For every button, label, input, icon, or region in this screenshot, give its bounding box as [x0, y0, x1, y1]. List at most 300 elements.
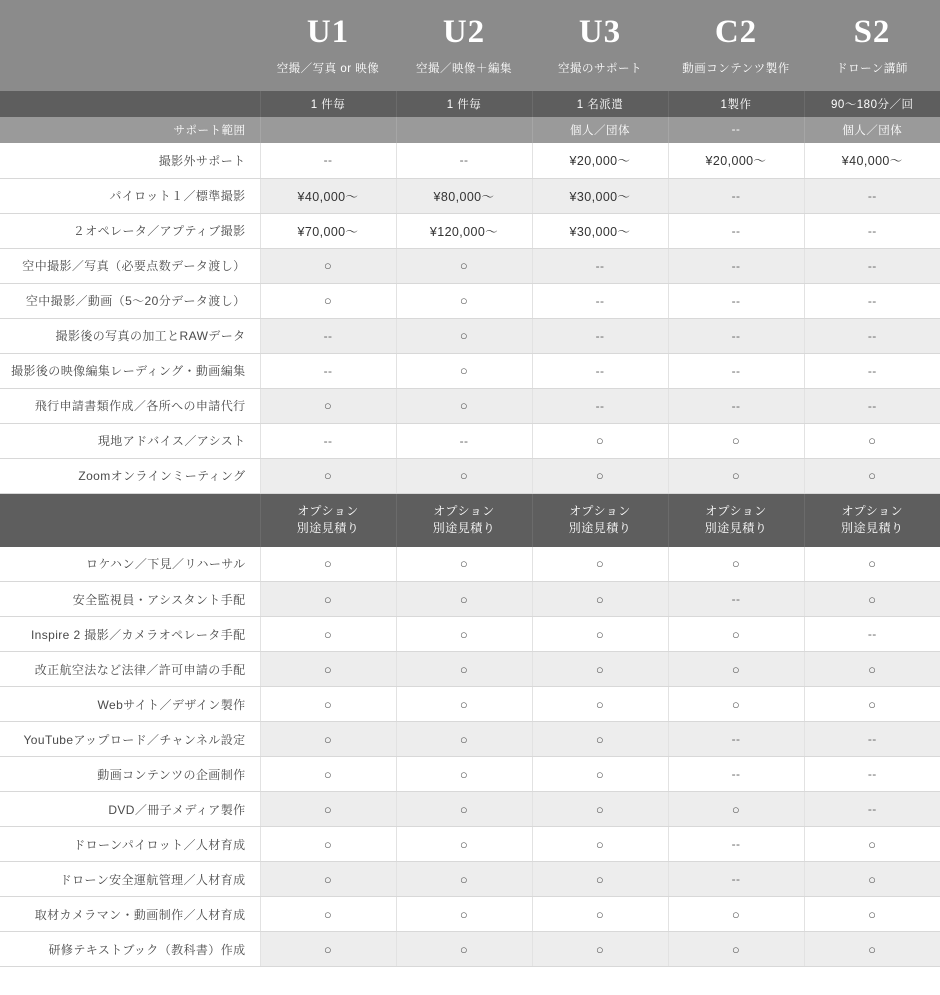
circle-icon: ○ — [868, 556, 877, 572]
row-label: 空中撮影／動画（5〜20分データ渡し） — [0, 283, 260, 318]
table-row — [0, 547, 940, 582]
cell-value — [260, 827, 396, 862]
circle-icon: ○ — [459, 696, 469, 712]
circle-icon: ○ — [868, 661, 877, 677]
row-label: 動画コンテンツの企画制作 — [0, 757, 260, 792]
cell-value — [260, 687, 396, 722]
cell-value — [668, 722, 804, 757]
table-row — [0, 862, 940, 897]
circle-icon: ○ — [595, 766, 605, 782]
table-row — [0, 827, 940, 862]
dash-mark: -- — [867, 802, 877, 817]
circle-icon: ○ — [459, 591, 469, 607]
plan-code-s2: S2 — [853, 14, 891, 50]
dash-mark: -- — [731, 837, 741, 852]
circle-icon: ○ — [323, 258, 333, 274]
cell-value — [532, 932, 668, 967]
cell-value: ¥30,000〜 — [532, 213, 668, 248]
cell-value — [668, 248, 804, 283]
row-label: ドローンパイロット／人材育成 — [0, 827, 260, 862]
cell-value — [260, 423, 396, 458]
plan-header-row — [0, 0, 940, 91]
dash-mark: -- — [867, 732, 877, 747]
cell-value — [668, 617, 804, 652]
row-label: Webサイト／デザイン製作 — [0, 687, 260, 722]
dash-mark: -- — [323, 363, 333, 378]
dash-mark: -- — [731, 363, 741, 378]
circle-icon: ○ — [868, 433, 877, 449]
cell-value — [668, 582, 804, 617]
cell-value: ¥30,000〜 — [532, 178, 668, 213]
circle-icon: ○ — [459, 626, 469, 642]
circle-icon: ○ — [323, 468, 333, 484]
table-row — [0, 687, 940, 722]
table-body-option-header — [0, 493, 940, 546]
cell-value — [804, 792, 940, 827]
cell-value — [532, 827, 668, 862]
circle-icon: ○ — [459, 766, 469, 782]
row-label: 撮影後の写真の加工とRAWデータ — [0, 318, 260, 353]
dash-mark: -- — [731, 293, 741, 308]
cell-value — [668, 423, 804, 458]
cell-value — [532, 547, 668, 582]
circle-icon: ○ — [459, 468, 469, 484]
table-row — [0, 617, 940, 652]
plan-unit-row — [0, 91, 940, 117]
cell-value: ¥40,000〜 — [804, 143, 940, 178]
circle-icon: ○ — [323, 871, 333, 887]
cell-value — [532, 897, 668, 932]
dash-mark: -- — [595, 363, 605, 378]
circle-icon: ○ — [868, 591, 877, 607]
cell-value — [260, 388, 396, 423]
plan-desc-u3: 空撮のサポート — [558, 63, 642, 76]
circle-icon: ○ — [868, 941, 877, 957]
circle-icon: ○ — [323, 801, 333, 817]
circle-icon: ○ — [595, 731, 605, 747]
option-band-u2-line1: オプション — [433, 503, 495, 518]
table-row — [0, 757, 940, 792]
cell-value — [804, 932, 940, 967]
circle-icon: ○ — [323, 941, 333, 957]
circle-icon: ○ — [459, 836, 469, 852]
table-row — [0, 423, 940, 458]
cell-value — [804, 617, 940, 652]
table-row — [0, 582, 940, 617]
cell-value: ¥20,000〜 — [668, 143, 804, 178]
plan-desc-c2: 動画コンテンツ製作 — [682, 63, 790, 76]
option-band-s2-line1: オプション — [841, 503, 903, 518]
scope-u3: 個人／団体 — [532, 117, 668, 143]
plan-desc-s2: ドローン講師 — [836, 63, 908, 76]
cell-value — [396, 722, 532, 757]
cell-value — [396, 353, 532, 388]
row-label: 現地アドバイス／アシスト — [0, 423, 260, 458]
cell-value — [260, 318, 396, 353]
circle-icon: ○ — [595, 661, 605, 677]
circle-icon: ○ — [459, 871, 469, 887]
circle-icon: ○ — [459, 661, 469, 677]
cell-value — [396, 932, 532, 967]
cell-value — [532, 283, 668, 318]
option-band-u3-line1: オプション — [569, 503, 631, 518]
dash-mark: -- — [731, 592, 741, 607]
cell-value — [260, 932, 396, 967]
cell-value — [260, 143, 396, 178]
cell-value — [668, 862, 804, 897]
cell-value — [396, 582, 532, 617]
table-row — [0, 353, 940, 388]
cell-value — [396, 827, 532, 862]
cell-value — [804, 757, 940, 792]
circle-icon: ○ — [595, 433, 605, 449]
option-band-u1-line2: 別途見積り — [296, 521, 360, 536]
dash-mark: -- — [731, 328, 741, 343]
dash-mark: -- — [731, 872, 741, 887]
support-scope-label: サポート範囲 — [0, 117, 260, 143]
cell-value: ¥40,000〜 — [260, 178, 396, 213]
dash-mark: -- — [731, 767, 741, 782]
row-label: ロケハン／下見／リハーサル — [0, 547, 260, 582]
scope-s2: 個人／団体 — [804, 117, 940, 143]
circle-icon: ○ — [731, 906, 741, 922]
table-row — [0, 388, 940, 423]
circle-icon: ○ — [595, 801, 605, 817]
dash-mark: -- — [867, 363, 877, 378]
dash-mark: -- — [867, 328, 877, 343]
cell-value — [396, 318, 532, 353]
circle-icon: ○ — [323, 293, 333, 309]
scope-u1 — [260, 117, 396, 143]
unit-row-label — [0, 91, 260, 117]
unit-u3: 1 名派遣 — [532, 91, 668, 117]
unit-u1: 1 件毎 — [260, 91, 396, 117]
circle-icon: ○ — [595, 941, 605, 957]
plan-code-u3: U3 — [578, 14, 622, 50]
cell-value — [532, 862, 668, 897]
dash-mark: -- — [731, 732, 741, 747]
dash-mark: -- — [867, 627, 877, 642]
cell-value — [396, 757, 532, 792]
table-row — [0, 283, 940, 318]
plan-header-u1 — [260, 0, 396, 91]
cell-value — [804, 213, 940, 248]
cell-value — [668, 757, 804, 792]
cell-value — [668, 213, 804, 248]
table-row — [0, 213, 940, 248]
circle-icon: ○ — [323, 731, 333, 747]
circle-icon: ○ — [868, 468, 877, 484]
cell-value — [804, 353, 940, 388]
dash-mark: -- — [731, 188, 741, 203]
cell-value — [396, 897, 532, 932]
table-row — [0, 178, 940, 213]
table-row — [0, 458, 940, 493]
cell-value — [668, 547, 804, 582]
cell-value — [396, 687, 532, 722]
cell-value — [804, 582, 940, 617]
row-label: ２オペレータ／アプティブ撮影 — [0, 213, 260, 248]
row-label: DVD／冊子メディア製作 — [0, 792, 260, 827]
dash-mark: -- — [459, 153, 469, 168]
cell-value — [260, 722, 396, 757]
cell-value — [804, 248, 940, 283]
cell-value — [668, 353, 804, 388]
circle-icon: ○ — [731, 801, 741, 817]
row-label: 空中撮影／写真（必要点数データ渡し） — [0, 248, 260, 283]
option-band-u1 — [260, 493, 396, 546]
option-band-u3 — [532, 493, 668, 546]
circle-icon: ○ — [731, 661, 741, 677]
circle-icon: ○ — [459, 328, 469, 344]
cell-value — [668, 687, 804, 722]
cell-value — [668, 283, 804, 318]
circle-icon: ○ — [459, 801, 469, 817]
plan-code-c2: C2 — [714, 14, 758, 50]
cell-value — [396, 862, 532, 897]
cell-value — [396, 617, 532, 652]
cell-value — [804, 458, 940, 493]
cell-value — [804, 547, 940, 582]
table-body-option — [0, 547, 940, 967]
cell-value — [260, 617, 396, 652]
row-label: YouTubeアップロード／チャンネル設定 — [0, 722, 260, 757]
circle-icon: ○ — [868, 696, 877, 712]
dash-mark: -- — [867, 293, 877, 308]
circle-icon: ○ — [595, 556, 605, 572]
dash-mark: -- — [731, 223, 741, 238]
option-band-s2 — [804, 493, 940, 546]
dash-mark: -- — [867, 767, 877, 782]
option-band-row — [0, 493, 940, 546]
circle-icon: ○ — [323, 398, 333, 414]
dash-mark: -- — [731, 398, 741, 413]
cell-value — [532, 617, 668, 652]
cell-value — [260, 582, 396, 617]
cell-value: ¥80,000〜 — [396, 178, 532, 213]
header-corner-cell — [0, 0, 260, 91]
cell-value — [396, 652, 532, 687]
option-band-s2-line2: 別途見積り — [840, 521, 904, 536]
circle-icon: ○ — [459, 556, 469, 572]
circle-icon: ○ — [731, 626, 741, 642]
circle-icon: ○ — [323, 556, 333, 572]
cell-value — [668, 388, 804, 423]
circle-icon: ○ — [731, 941, 741, 957]
table-row — [0, 722, 940, 757]
option-band-u1-line1: オプション — [297, 503, 359, 518]
table-header — [0, 0, 940, 143]
cell-value — [668, 932, 804, 967]
cell-value — [532, 353, 668, 388]
cell-value — [532, 458, 668, 493]
circle-icon: ○ — [731, 696, 741, 712]
unit-c2: 1製作 — [668, 91, 804, 117]
cell-value — [804, 178, 940, 213]
circle-icon: ○ — [323, 696, 333, 712]
cell-value — [532, 582, 668, 617]
cell-value — [396, 143, 532, 178]
circle-icon: ○ — [459, 731, 469, 747]
circle-icon: ○ — [459, 363, 469, 379]
plan-code-u2: U2 — [442, 14, 486, 50]
circle-icon: ○ — [323, 766, 333, 782]
cell-value — [396, 792, 532, 827]
dash-mark: -- — [595, 398, 605, 413]
cell-value — [804, 862, 940, 897]
dash-mark: -- — [867, 398, 877, 413]
circle-icon: ○ — [595, 591, 605, 607]
circle-icon: ○ — [595, 626, 605, 642]
row-label: Inspire 2 撮影／カメラオペレータ手配 — [0, 617, 260, 652]
dash-mark: -- — [867, 258, 877, 273]
circle-icon: ○ — [731, 556, 741, 572]
row-label: 取材カメラマン・動画制作／人材育成 — [0, 897, 260, 932]
dash-mark: -- — [867, 188, 877, 203]
table-row — [0, 932, 940, 967]
cell-value — [532, 248, 668, 283]
cell-value — [668, 827, 804, 862]
support-scope-row — [0, 117, 940, 143]
dash-mark: -- — [323, 433, 333, 448]
cell-value — [668, 178, 804, 213]
cell-value — [260, 458, 396, 493]
circle-icon: ○ — [459, 293, 469, 309]
dash-mark: -- — [323, 328, 333, 343]
cell-value — [804, 318, 940, 353]
plan-header-c2 — [668, 0, 804, 91]
cell-value — [532, 318, 668, 353]
circle-icon: ○ — [459, 941, 469, 957]
cell-value — [668, 318, 804, 353]
cell-value — [804, 652, 940, 687]
cell-value — [532, 388, 668, 423]
cell-value: ¥120,000〜 — [396, 213, 532, 248]
option-band-u3-line2: 別途見積り — [568, 521, 632, 536]
plan-header-s2 — [804, 0, 940, 91]
scope-u2 — [396, 117, 532, 143]
cell-value — [668, 652, 804, 687]
dash-mark: -- — [595, 328, 605, 343]
unit-u2: 1 件毎 — [396, 91, 532, 117]
plan-header-u3 — [532, 0, 668, 91]
circle-icon: ○ — [868, 836, 877, 852]
circle-icon: ○ — [868, 871, 877, 887]
table-row — [0, 143, 940, 178]
table-row — [0, 318, 940, 353]
circle-icon: ○ — [323, 626, 333, 642]
circle-icon: ○ — [323, 836, 333, 852]
cell-value — [804, 283, 940, 318]
option-band-c2-line1: オプション — [705, 503, 767, 518]
circle-icon: ○ — [459, 398, 469, 414]
row-label: 撮影外サポート — [0, 143, 260, 178]
cell-value — [260, 547, 396, 582]
cell-value — [668, 792, 804, 827]
dash-mark: -- — [323, 153, 333, 168]
cell-value — [260, 652, 396, 687]
table-row — [0, 897, 940, 932]
cell-value — [668, 458, 804, 493]
plan-code-u1: U1 — [306, 14, 350, 50]
cell-value — [260, 283, 396, 318]
row-label: 撮影後の映像編集レーディング・動画編集 — [0, 353, 260, 388]
cell-value — [532, 792, 668, 827]
cell-value — [260, 897, 396, 932]
cell-value — [396, 458, 532, 493]
option-band-u2-line2: 別途見積り — [432, 521, 496, 536]
cell-value — [532, 722, 668, 757]
unit-s2: 90〜180分／回 — [804, 91, 940, 117]
option-band-c2 — [668, 493, 804, 546]
circle-icon: ○ — [595, 871, 605, 887]
cell-value — [532, 757, 668, 792]
cell-value — [260, 862, 396, 897]
row-label: 安全監視員・アシスタント手配 — [0, 582, 260, 617]
circle-icon: ○ — [595, 696, 605, 712]
option-band-u2 — [396, 493, 532, 546]
cell-value — [260, 757, 396, 792]
circle-icon: ○ — [595, 906, 605, 922]
circle-icon: ○ — [595, 836, 605, 852]
circle-icon: ○ — [731, 433, 741, 449]
cell-value — [804, 423, 940, 458]
dash-mark: -- — [595, 258, 605, 273]
dash-mark: -- — [595, 293, 605, 308]
row-label: 研修テキストブック（教科書）作成 — [0, 932, 260, 967]
cell-value — [396, 248, 532, 283]
row-label: 改正航空法など法律／許可申請の手配 — [0, 652, 260, 687]
cell-value: ¥70,000〜 — [260, 213, 396, 248]
cell-value — [804, 827, 940, 862]
circle-icon: ○ — [323, 591, 333, 607]
cell-value — [804, 897, 940, 932]
cell-value — [532, 423, 668, 458]
dash-mark: -- — [867, 223, 877, 238]
circle-icon: ○ — [595, 468, 605, 484]
circle-icon: ○ — [459, 906, 469, 922]
cell-value — [260, 353, 396, 388]
cell-value — [396, 388, 532, 423]
row-label: パイロット１／標準撮影 — [0, 178, 260, 213]
table-body-main — [0, 143, 940, 493]
circle-icon: ○ — [731, 468, 741, 484]
row-label: Zoomオンラインミーティング — [0, 458, 260, 493]
cell-value — [396, 547, 532, 582]
circle-icon: ○ — [323, 906, 333, 922]
circle-icon: ○ — [868, 906, 877, 922]
cell-value — [668, 897, 804, 932]
circle-icon: ○ — [323, 661, 333, 677]
row-label: ドローン安全運航管理／人材育成 — [0, 862, 260, 897]
cell-value — [260, 792, 396, 827]
table-row — [0, 792, 940, 827]
plan-header-u2 — [396, 0, 532, 91]
cell-value — [260, 248, 396, 283]
table-row — [0, 248, 940, 283]
cell-value — [804, 388, 940, 423]
plan-desc-u1: 空撮／写真 or 映像 — [276, 63, 380, 76]
cell-value — [396, 283, 532, 318]
cell-value — [532, 652, 668, 687]
row-label: 飛行申請書類作成／各所への申請代行 — [0, 388, 260, 423]
cell-value: ¥20,000〜 — [532, 143, 668, 178]
option-band-c2-line2: 別途見積り — [704, 521, 768, 536]
scope-c2: -- — [668, 117, 804, 143]
circle-icon: ○ — [459, 258, 469, 274]
cell-value — [804, 687, 940, 722]
dash-mark: -- — [731, 258, 741, 273]
